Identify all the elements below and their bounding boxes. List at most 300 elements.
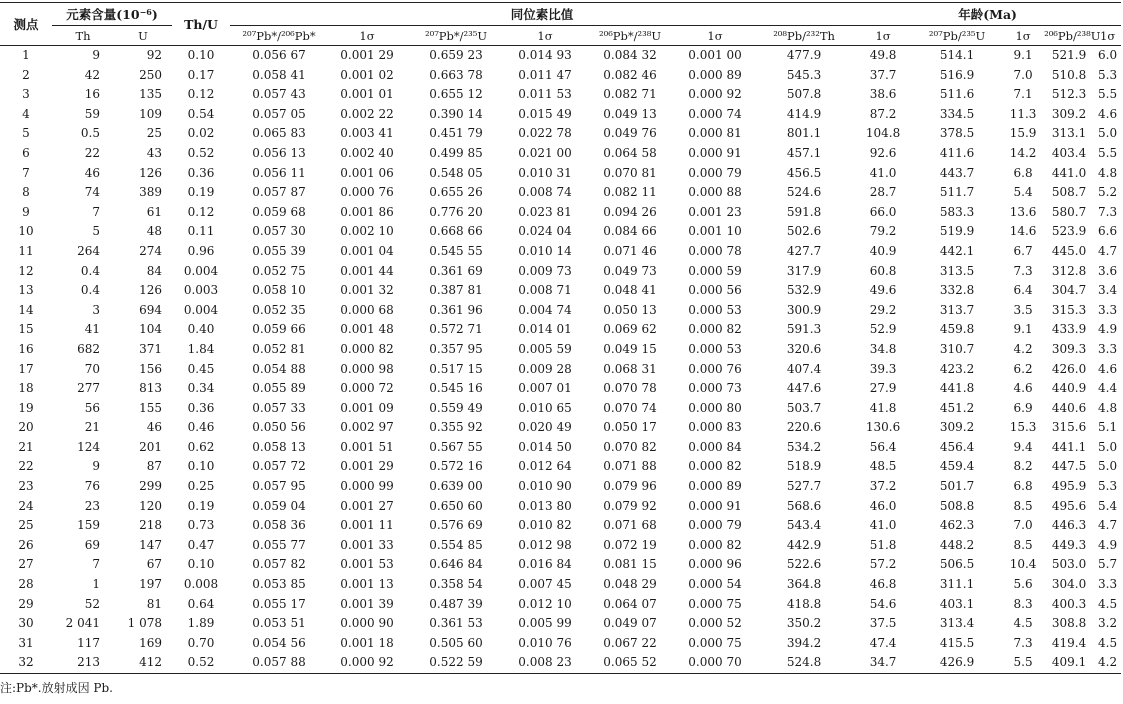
cell-pb207-pb206: 0.057 88 xyxy=(230,653,328,673)
cell-sigma: 0.001 53 xyxy=(340,557,394,572)
table-row xyxy=(0,418,1121,438)
cell-sigma: 0.000 82 xyxy=(688,459,742,474)
cell-age-pb207-u235: 459.8 xyxy=(939,322,975,337)
cell-sigma: 92.6 xyxy=(869,145,897,160)
cell-pb207-u235: 0.659 23 xyxy=(429,48,483,62)
cell-age-pb206-u238: 495.9 xyxy=(1051,479,1087,494)
cell-pb207-pb206: 0.065 83 xyxy=(252,126,306,141)
cell-pb208-th232: 364.8 xyxy=(786,577,822,592)
cell-th: 7 xyxy=(92,204,100,219)
cell-sigma: 0.000 96 xyxy=(688,557,742,572)
cell-sigma: 0.001 11 xyxy=(340,518,394,533)
cell-pb206-u238: 0.071 46 xyxy=(603,243,657,258)
cell-sigma: 7.3 xyxy=(1013,635,1033,650)
cell-sigma: 0.000 76 xyxy=(340,185,394,200)
cell-pb206-u238: 0.070 82 xyxy=(603,439,657,454)
cell-pb207-u235: 0.572 16 xyxy=(429,459,483,474)
cell-th-u: 1.89 xyxy=(187,616,215,631)
cell-th: 46 xyxy=(84,165,100,180)
table-row xyxy=(0,46,1121,66)
table-row xyxy=(0,301,1121,321)
cell-th: 213 xyxy=(52,653,114,673)
cell-th-u: 0.02 xyxy=(187,126,215,141)
cell-pb208-th232: 524.6 xyxy=(786,185,822,200)
cell-age-pb206-u238: 409.1 xyxy=(1044,653,1094,673)
cell-spot: 20 xyxy=(18,420,34,435)
table-row xyxy=(0,516,1121,536)
cell-sigma: 0.001 09 xyxy=(340,400,394,415)
cell-sigma: 49.8 xyxy=(869,48,897,62)
cell-sigma: 8.5 xyxy=(1013,537,1033,552)
cell-th-u: 0.004 xyxy=(183,263,219,278)
table-row xyxy=(0,379,1121,399)
cell-sigma: 3.4 xyxy=(1098,283,1118,298)
cell-sigma: 5.7 xyxy=(1098,557,1118,572)
header-spot: 测点 xyxy=(13,17,39,32)
cell-sigma: 15.3 xyxy=(1009,420,1037,435)
cell-age-pb207-u235: 583.3 xyxy=(939,204,975,219)
cell-sigma: 0.000 91 xyxy=(688,498,742,513)
cell-sigma: 5.3 xyxy=(1098,67,1118,82)
cell-th-u: 0.34 xyxy=(187,381,215,396)
cell-sigma: 9.1 xyxy=(1013,48,1033,62)
cell-th-u: 0.36 xyxy=(187,400,215,415)
cell-u: 81 xyxy=(146,596,163,611)
cell-spot: 14 xyxy=(18,302,34,317)
cell-pb208-th232: 442.9 xyxy=(786,537,822,552)
cell-pb207-pb206: 0.053 51 xyxy=(252,616,306,631)
cell-sigma: 0.000 89 xyxy=(688,479,742,494)
cell-sigma: 0.012 10 xyxy=(518,596,572,611)
cell-sigma: 0.001 39 xyxy=(340,596,394,611)
cell-th: 264 xyxy=(77,243,100,258)
cell-sigma: 4.7 xyxy=(1098,243,1118,258)
table-row xyxy=(0,105,1121,125)
cell-sigma: 0.001 13 xyxy=(340,577,394,592)
cell-th-u: 0.64 xyxy=(187,596,215,611)
cell-sigma: 3.3 xyxy=(1098,341,1118,356)
cell-pb206-u238: 0.050 17 xyxy=(603,420,657,435)
cell-u: 25 xyxy=(146,126,163,141)
cell-u: 104 xyxy=(139,322,163,337)
cell-pb208-th232: 407.4 xyxy=(786,361,822,376)
cell-pb206-u238: 0.049 07 xyxy=(603,616,657,631)
cell-age-pb207-u235: 443.7 xyxy=(939,165,975,180)
cell-sigma: 4.8 xyxy=(1098,165,1118,180)
cell-sigma: 0.014 93 xyxy=(518,48,572,62)
table-row xyxy=(0,203,1121,223)
cell-sigma: 0.001 44 xyxy=(340,263,394,278)
cell-pb207-u235: 0.387 81 xyxy=(429,283,483,298)
cell-age-pb207-u235: 501.7 xyxy=(939,479,975,494)
cell-th: 5 xyxy=(92,224,100,239)
cell-th-u: 0.36 xyxy=(187,165,215,180)
cell-sigma: 0.000 54 xyxy=(688,577,742,592)
cell-sigma: 6.8 xyxy=(1013,165,1033,180)
cell-sigma: 0.001 00 xyxy=(688,48,742,62)
cell-sigma: 0.000 92 xyxy=(328,653,406,673)
cell-u: 87 xyxy=(146,459,163,474)
cell-sigma: 104.8 xyxy=(865,126,901,141)
cell-spot: 23 xyxy=(18,479,34,494)
cell-pb208-th232: 801.1 xyxy=(786,126,822,141)
cell-pb207-pb206: 0.057 30 xyxy=(252,224,306,239)
cell-pb207-u235: 0.668 66 xyxy=(429,224,483,239)
cell-pb207-u235: 0.655 26 xyxy=(429,185,483,200)
cell-sigma: 6.9 xyxy=(1013,400,1033,415)
cell-pb206-u238: 0.079 92 xyxy=(603,498,657,513)
cell-pb207-u235: 0.487 39 xyxy=(429,596,483,611)
cell-pb206-u238: 0.049 73 xyxy=(603,263,657,278)
cell-age-pb207-u235: 451.2 xyxy=(939,400,975,415)
cell-sigma: 29.2 xyxy=(869,302,897,317)
cell-u: 126 xyxy=(139,165,163,180)
cell-age-pb206-u238: 441.0 xyxy=(1051,165,1087,180)
cell-sigma: 3.5 xyxy=(1013,302,1033,317)
cell-pb206-u238: 0.048 41 xyxy=(603,283,657,298)
cell-pb207-pb206: 0.059 66 xyxy=(252,322,306,337)
cell-th: 9 xyxy=(92,459,100,474)
cell-sigma: 0.000 90 xyxy=(340,616,394,631)
cell-u: 389 xyxy=(139,185,163,200)
cell-sigma: 9.1 xyxy=(1013,322,1033,337)
table-row xyxy=(0,399,1121,419)
header-sigma: 1σ xyxy=(359,28,375,43)
cell-th-u: 0.96 xyxy=(187,243,215,258)
cell-sigma: 46.0 xyxy=(869,498,897,513)
cell-pb207-u235: 0.355 92 xyxy=(429,420,483,435)
table-row xyxy=(0,536,1121,556)
cell-sigma: 0.000 75 xyxy=(688,635,742,650)
cell-th-u: 0.11 xyxy=(187,224,215,239)
cell-th: 16 xyxy=(84,87,100,102)
cell-sigma: 0.000 99 xyxy=(340,479,394,494)
cell-sigma: 13.6 xyxy=(1009,204,1037,219)
cell-sigma: 0.005 99 xyxy=(518,616,572,631)
cell-sigma: 5.0 xyxy=(1098,439,1118,454)
cell-pb207-u235: 0.650 60 xyxy=(429,498,483,513)
cell-sigma: 0.010 14 xyxy=(518,243,572,258)
cell-age-pb206-u238: 426.0 xyxy=(1051,361,1087,376)
cell-th-u: 0.47 xyxy=(187,537,215,552)
cell-pb207-pb206: 0.052 81 xyxy=(252,341,306,356)
cell-th: 9 xyxy=(92,48,100,62)
cell-sigma: 27.9 xyxy=(869,381,897,396)
cell-age-pb206-u238: 315.6 xyxy=(1051,420,1087,435)
zircon-u-pb-data-table xyxy=(0,2,1121,674)
cell-th-u: 0.52 xyxy=(187,145,215,160)
table-row xyxy=(0,183,1121,203)
cell-pb207-u235: 0.522 59 xyxy=(406,653,506,673)
cell-sigma: 7.3 xyxy=(1098,204,1118,219)
cell-sigma: 0.005 59 xyxy=(518,341,572,356)
cell-age-pb206-u238: 512.3 xyxy=(1051,87,1087,102)
cell-spot: 9 xyxy=(22,204,30,219)
cell-sigma: 41.0 xyxy=(869,165,897,180)
cell-sigma: 4.6 xyxy=(1098,361,1118,376)
cell-sigma: 0.014 01 xyxy=(518,322,572,337)
cell-sigma: 0.000 82 xyxy=(688,322,742,337)
cell-sigma: 5.5 xyxy=(1098,87,1118,102)
cell-pb206-u238: 0.071 88 xyxy=(603,459,657,474)
cell-sigma: 0.000 91 xyxy=(688,145,742,160)
cell-pb207-u235: 0.639 00 xyxy=(429,479,483,494)
cell-age-pb207-u235: 459.4 xyxy=(939,459,975,474)
cell-age-pb207-u235: 508.8 xyxy=(939,498,975,513)
cell-spot: 8 xyxy=(22,185,30,200)
cell-pb207-pb206: 0.057 72 xyxy=(252,459,306,474)
cell-age-pb206-u238: 495.6 xyxy=(1051,498,1087,513)
cell-pb207-u235: 0.505 60 xyxy=(429,635,483,650)
cell-pb206-u238: 0.069 62 xyxy=(603,322,657,337)
cell-pb207-pb206: 0.058 41 xyxy=(252,67,306,82)
cell-u: 169 xyxy=(139,635,163,650)
cell-sigma: 38.6 xyxy=(869,87,897,102)
table-row xyxy=(0,497,1121,517)
cell-sigma: 0.000 52 xyxy=(688,616,742,631)
cell-spot: 24 xyxy=(18,498,34,513)
cell-pb206-u238: 0.070 74 xyxy=(603,400,657,415)
cell-th: 22 xyxy=(84,145,100,160)
cell-sigma: 0.015 49 xyxy=(518,106,572,121)
cell-sigma: 0.011 47 xyxy=(518,67,572,82)
cell-u: 43 xyxy=(146,145,163,160)
header-sigma: 1σ xyxy=(537,28,553,43)
cell-pb206-u238: 0.050 13 xyxy=(603,302,657,317)
cell-pb207-pb206: 0.057 82 xyxy=(252,557,306,572)
cell-sigma: 0.003 41 xyxy=(340,126,394,141)
header-sigma: 1σ xyxy=(1100,28,1116,43)
cell-pb208-th232: 502.6 xyxy=(786,224,822,239)
table-body xyxy=(0,46,1121,674)
cell-sigma: 41.8 xyxy=(869,400,897,415)
cell-th: 23 xyxy=(84,498,100,513)
cell-sigma: 4.8 xyxy=(1098,400,1118,415)
cell-th: 124 xyxy=(77,439,100,454)
cell-sigma: 48.5 xyxy=(869,459,897,474)
cell-sigma: 0.000 70 xyxy=(676,653,754,673)
cell-pb207-pb206: 0.050 56 xyxy=(252,420,306,435)
cell-sigma: 0.001 27 xyxy=(340,498,394,513)
cell-sigma: 0.001 29 xyxy=(340,459,394,474)
cell-th-u: 0.10 xyxy=(187,557,215,572)
cell-spot: 26 xyxy=(18,537,34,552)
cell-pb206-u238: 0.084 66 xyxy=(603,224,657,239)
cell-th: 59 xyxy=(84,106,100,121)
cell-pb207-u235: 0.776 20 xyxy=(429,204,483,219)
cell-u: 371 xyxy=(139,341,163,356)
cell-sigma: 0.000 53 xyxy=(688,302,742,317)
table-row xyxy=(0,124,1121,144)
cell-pb208-th232: 447.6 xyxy=(786,381,822,396)
cell-sigma: 0.001 51 xyxy=(340,439,394,454)
table-row xyxy=(0,85,1121,105)
cell-u: 126 xyxy=(139,283,163,298)
cell-pb206-u238: 0.064 58 xyxy=(603,145,657,160)
cell-pb207-pb206: 0.057 43 xyxy=(252,87,306,102)
cell-pb208-th232: 534.2 xyxy=(786,439,822,454)
header-age-pb207-u235: ²⁰⁷Pb/²³⁵U xyxy=(928,28,986,43)
cell-spot: 31 xyxy=(18,635,34,650)
cell-sigma: 4.6 xyxy=(1098,106,1118,121)
cell-pb208-th232: 414.9 xyxy=(786,106,822,121)
cell-u: 274 xyxy=(139,243,163,258)
cell-sigma: 0.000 89 xyxy=(688,67,742,82)
cell-sigma: 0.010 31 xyxy=(518,165,572,180)
cell-pb206-u238: 0.070 81 xyxy=(603,165,657,180)
cell-th: 56 xyxy=(84,400,100,415)
cell-sigma: 0.016 84 xyxy=(518,557,572,572)
cell-pb207-u235: 0.545 55 xyxy=(429,243,483,258)
cell-sigma: 0.000 88 xyxy=(688,185,742,200)
cell-sigma: 0.002 22 xyxy=(340,106,394,121)
cell-pb207-pb206: 0.054 88 xyxy=(252,361,306,376)
cell-th-u: 0.19 xyxy=(187,498,215,513)
cell-sigma: 3.3 xyxy=(1098,577,1118,592)
cell-age-pb207-u235: 514.1 xyxy=(939,48,975,62)
cell-sigma: 37.2 xyxy=(869,479,897,494)
cell-pb207-u235: 0.576 69 xyxy=(429,518,483,533)
cell-pb207-u235: 0.548 05 xyxy=(429,165,483,180)
table-footnote: 注:Pb*.放射成因 Pb. xyxy=(0,681,113,695)
cell-pb207-u235: 0.559 49 xyxy=(429,400,483,415)
cell-pb207-u235: 0.357 95 xyxy=(429,341,483,356)
cell-pb208-th232: 427.7 xyxy=(786,243,822,258)
cell-pb207-pb206: 0.055 39 xyxy=(252,243,306,258)
cell-th-u: 0.70 xyxy=(187,635,215,650)
cell-pb207-pb206: 0.057 87 xyxy=(252,185,306,200)
header-sigma: 1σ xyxy=(875,28,891,43)
header-u: U xyxy=(138,28,148,43)
cell-sigma: 7.0 xyxy=(1013,67,1033,82)
cell-age-pb206-u238: 440.6 xyxy=(1051,400,1087,415)
cell-th: 76 xyxy=(84,479,100,494)
cell-spot: 7 xyxy=(22,165,30,180)
cell-pb207-u235: 0.545 16 xyxy=(429,381,483,396)
cell-age-pb206-u238: 446.3 xyxy=(1051,518,1087,533)
cell-pb206-u238: 0.082 46 xyxy=(603,67,657,82)
cell-sigma: 6.7 xyxy=(1013,243,1033,258)
cell-sigma: 4.5 xyxy=(1013,616,1033,631)
cell-th: 74 xyxy=(84,185,100,200)
cell-sigma: 6.4 xyxy=(1013,283,1033,298)
table-row xyxy=(0,144,1121,164)
table-row xyxy=(0,222,1121,242)
cell-pb207-pb206: 0.056 11 xyxy=(252,165,306,180)
cell-sigma: 0.000 98 xyxy=(340,361,394,376)
cell-sigma: 5.4 xyxy=(1013,185,1033,200)
cell-spot: 32 xyxy=(0,653,52,673)
cell-th: 52 xyxy=(84,596,100,611)
table-header xyxy=(0,3,1121,46)
cell-sigma: 3.3 xyxy=(1098,302,1118,317)
cell-sigma: 9.4 xyxy=(1013,439,1033,454)
cell-u: 156 xyxy=(139,361,163,376)
cell-th: 3 xyxy=(92,302,100,317)
cell-th-u: 0.19 xyxy=(187,185,215,200)
cell-sigma: 0.002 97 xyxy=(340,420,394,435)
cell-age-pb206-u238: 508.7 xyxy=(1051,185,1087,200)
header-th-u: Th/U xyxy=(184,16,218,32)
cell-pb207-u235: 0.572 71 xyxy=(429,322,483,337)
cell-u: 197 xyxy=(139,577,163,592)
cell-age-pb206-u238: 447.5 xyxy=(1051,459,1087,474)
cell-spot: 30 xyxy=(18,616,34,631)
cell-pb207-pb206: 0.054 56 xyxy=(252,635,306,650)
cell-sigma: 47.4 xyxy=(869,635,897,650)
cell-u: 48 xyxy=(146,224,163,239)
cell-pb207-pb206: 0.057 95 xyxy=(252,479,306,494)
table-row xyxy=(0,634,1121,654)
cell-spot: 21 xyxy=(18,439,34,454)
cell-sigma: 10.4 xyxy=(1009,557,1037,572)
cell-sigma: 5.5 xyxy=(1002,653,1044,673)
cell-pb208-th232: 477.9 xyxy=(786,48,822,62)
cell-sigma: 0.000 81 xyxy=(688,126,742,141)
cell-sigma: 0.000 76 xyxy=(688,361,742,376)
cell-age-pb206-u238: 304.7 xyxy=(1051,283,1087,298)
cell-pb208-th232: 394.2 xyxy=(786,635,822,650)
cell-pb208-th232: 456.5 xyxy=(786,165,822,180)
cell-pb207-u235: 0.663 78 xyxy=(429,67,483,82)
cell-sigma: 0.009 73 xyxy=(518,263,572,278)
cell-sigma: 0.001 33 xyxy=(340,537,394,552)
cell-sigma: 0.000 82 xyxy=(340,341,394,356)
cell-sigma: 0.000 68 xyxy=(340,302,394,317)
cell-pb206-u238: 0.081 15 xyxy=(603,557,657,572)
cell-age-pb207-u235: 511.7 xyxy=(939,185,975,200)
cell-sigma: 0.007 45 xyxy=(518,577,572,592)
table-row xyxy=(0,242,1121,262)
cell-sigma: 0.008 74 xyxy=(518,185,572,200)
cell-sigma: 4.6 xyxy=(1013,381,1033,396)
cell-pb207-pb206: 0.052 35 xyxy=(252,302,306,317)
cell-sigma: 0.012 64 xyxy=(518,459,572,474)
cell-sigma: 0.001 06 xyxy=(340,165,394,180)
table-row xyxy=(0,614,1121,634)
cell-sigma: 5.5 xyxy=(1098,145,1118,160)
cell-spot: 5 xyxy=(22,126,30,141)
cell-u: 147 xyxy=(139,537,163,552)
cell-u: 694 xyxy=(139,302,163,317)
cell-th-u: 0.10 xyxy=(187,459,215,474)
cell-sigma: 0.000 80 xyxy=(688,400,742,415)
cell-sigma: 3.6 xyxy=(1098,263,1118,278)
cell-age-pb207-u235: 334.5 xyxy=(939,106,975,121)
cell-pb207-pb206: 0.055 77 xyxy=(252,537,306,552)
cell-pb206-u238: 0.072 19 xyxy=(603,537,657,552)
cell-spot: 1 xyxy=(22,48,30,62)
cell-pb208-th232: 591.3 xyxy=(786,322,822,337)
cell-pb208-th232: 527.7 xyxy=(786,479,822,494)
cell-age-pb206-u238: 419.4 xyxy=(1051,635,1087,650)
cell-pb207-u235: 0.390 14 xyxy=(429,106,483,121)
cell-age-pb207-u235: 511.6 xyxy=(939,87,975,102)
cell-sigma: 0.000 59 xyxy=(688,263,742,278)
cell-sigma: 0.023 81 xyxy=(518,204,572,219)
cell-sigma: 0.001 02 xyxy=(340,67,394,82)
cell-pb206-u238: 0.082 11 xyxy=(603,185,657,200)
cell-sigma: 14.6 xyxy=(1009,224,1037,239)
cell-sigma: 0.010 65 xyxy=(518,400,572,415)
cell-pb207-pb206: 0.055 89 xyxy=(252,381,306,396)
cell-sigma: 4.5 xyxy=(1098,635,1118,650)
cell-pb206-u238: 0.065 52 xyxy=(584,653,676,673)
cell-sigma: 51.8 xyxy=(869,537,897,552)
cell-pb207-u235: 0.655 12 xyxy=(429,87,483,102)
cell-pb208-th232: 518.9 xyxy=(786,459,822,474)
cell-age-pb207-u235: 423.2 xyxy=(939,361,975,376)
